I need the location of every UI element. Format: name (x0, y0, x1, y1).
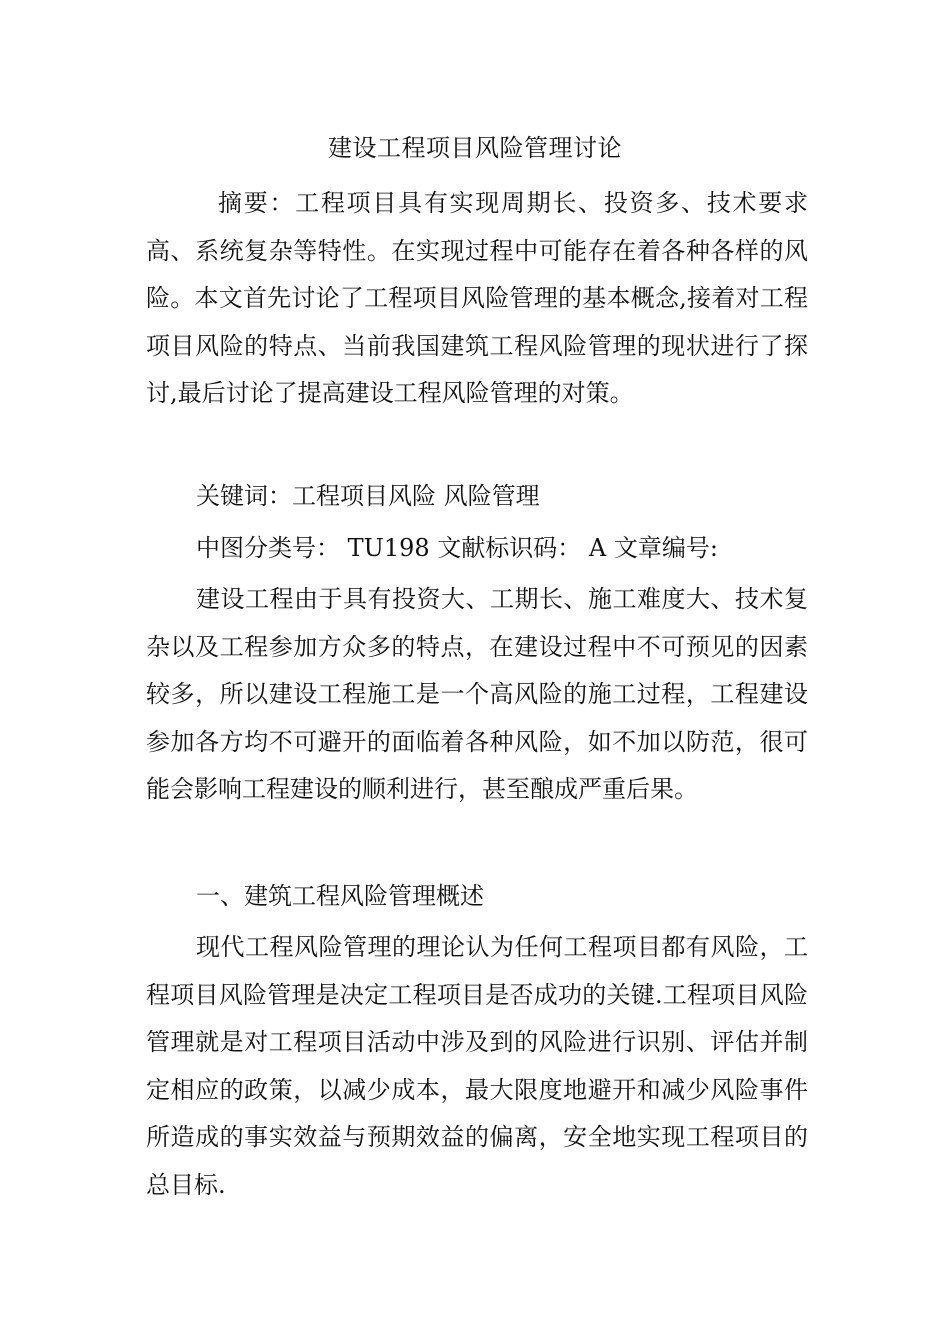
section-heading: 一、建筑工程风险管理概述 (196, 882, 484, 910)
intro-paragraph: 建设工程由于具有投资大、工期长、施工难度大、技术复杂以及工程参加方众多的特点，在建设过程中不可预见的因素较多，所以建设工程施工是一个高风险的施工过程，工程建设参加各方均不可避开的面临着各种风险，如不加以防范，很可能会影响工程建设的顺利进行，甚至酿成严重后果。 (146, 585, 808, 803)
abstract-paragraph: 摘要：工程项目具有实现周期长、投资多、技术要求高、系统复杂等特性。在实现过程中可能存在着各种各样的风险。本文首先讨论了工程项目风险管理的基本概念,接着对工程项目风险的特点、当前我国建筑工程风险管理的现状进行了探讨,最后讨论了提高建设工程风险管理的对策。 (146, 189, 808, 407)
document-title: 建设工程项目风险管理讨论 (328, 134, 622, 162)
classification-line: 中图分类号： TU198 文献标识码： A 文章编号: (196, 534, 718, 562)
section-paragraph: 现代工程风险管理的理论认为任何工程项目都有风险，工程项目风险管理是决定工程项目是否成功的关键.工程项目风险管理就是对工程项目活动中涉及到的风险进行识别、评估并制定相应的政策，以减少成本，最大限度地避开和减少风险事件所造成的事实效益与预期效益的偏离，安全地实现工程项目的总目标. (146, 933, 808, 1199)
keywords-line: 关键词：工程项目风险 风险管理 (196, 482, 540, 510)
